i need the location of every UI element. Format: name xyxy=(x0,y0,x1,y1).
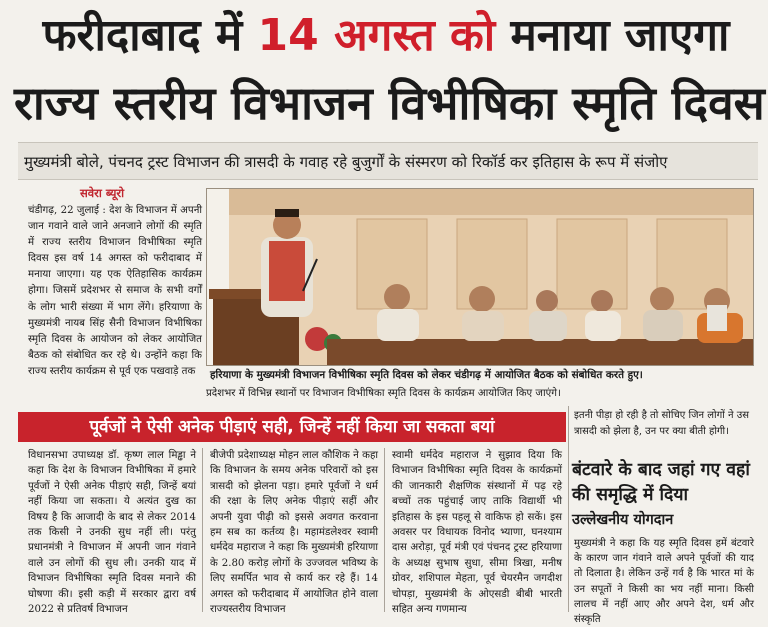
headline-part-2: मनाया जाएगा xyxy=(495,10,730,61)
photo-caption: हरियाणा के मुख्यमंत्री विभाजन विभीषिका स्मृति दिवस को लेकर चंडीगढ़ में आयोजित बैठक को संबोधित करते हुए। xyxy=(210,369,643,381)
news-photo xyxy=(206,188,754,366)
byline: सवेरा ब्यूरो xyxy=(80,186,125,200)
article-column-1: विधानसभा उपाध्यक्ष डॉ. कृष्ण लाल मिड्ढा ने कहा कि देश के विभाजन विभीषिका में हमारे पूर्वजों ने ऐसी अनेक पीड़ाएं सही, जिन्हें बयां नहीं किया जा सकता। ये अत्यंत दुख का विषय है कि आजादी के बाद से लेकर 2014 तक किसी ने उनकी सुध नहीं ली। परंतु प्रधानमंत्री ने विभाजन में अपनी जान गंवाने वाले उन लोगों की सुध ली। उनकी याद में विभाजन विभीषिका स्मृति दिवस मनाने की घोषणा की। इसी कड़ी में सरकार द्वारा वर्ष 2022 से प्रतिवर्ष विभाजन xyxy=(28,450,196,616)
intro-continuation: प्रदेशभर में विभिन्न स्थानों पर विभाजन विभीषिका स्मृति दिवस के कार्यक्रम आयोजित किए जाएंगे। xyxy=(206,388,561,399)
headline-part-1: फरीदाबाद में xyxy=(42,10,258,61)
section-banner: पूर्वजों ने ऐसी अनेक पीड़ाएं सही, जिन्हें नहीं किया जा सकता बयां xyxy=(18,412,566,442)
deck-subheadline: मुख्यमंत्री बोले, पंचनद ट्रस्ट विभाजन की त्रासदी के गवाह रहे बुजुर्गों के संस्मरण को रिकॉर्ड कर इतिहास के रूप में संजोए xyxy=(18,142,758,180)
article-column-3: स्वामी धर्मदेव महाराज ने सुझाव दिया कि विभाजन विभीषिका स्मृति दिवस के कार्यक्रमों की जानकारी शैक्षणिक संस्थानों में पढ़ रहे बच्चों तक पहुंचाई जाए ताकि विद्यार्थी भी इतिहास के इस पहलू से वाकिफ हो सकें। इस अवसर पर विधायक विनोद भ्याणा, घनश्याम दास अरोड़ा, पूर्व मंत्री एवं पंचनद ट्रस्ट हरियाणा के अध्यक्ष सुभाष सुधा, सीमा त्रिखा, मनीष ग्रोवर, शशिपाल मेहता, पूर्व चेयरमैन जगदीश चोपड़ा, मुख्यमंत्री के ओएसडी बीबी भारती सहित अन्य गणमान्य xyxy=(392,450,562,616)
headline-line-2: राज्य स्तरीय विभाजन विभीषिका स्मृति दिवस xyxy=(14,76,765,130)
article-column-2: बीजेपी प्रदेशाध्यक्ष मोहन लाल कौशिक ने कहा कि विभाजन के समय अनेक परिवारों को इस त्रासदी को झेलना पड़ा। हमारे पूर्वजों ने धर्म की रक्षा के लिए अनेक पीड़ाएं सहीं और अपनी युवा पीढ़ी को इससे अवगत करवाना हम सब का कर्तव्य है। महामंडलेश्वर स्वामी धर्मदेव महाराज ने कहा कि मुख्यमंत्री हरियाणा के 2.80 करोड़ लोगों के उज्जवल भविष्य के लिए समर्पित भाव से कार्य कर रहे हैं। 14 अगस्त को फरीदाबाद में आयोजित होने वाला राज्यस्तरीय विभाजन xyxy=(210,450,378,616)
right-column-body: मुख्यमंत्री ने कहा कि यह स्मृति दिवस हमें बंटवारे के कारण जान गंवाने वाले अपने पूर्वजों की याद तो दिलाता है। लेकिन उन्हें गर्व है कि भारत मां के उन सपूतों ने किसी का भय नहीं माना। किसी लालच में नहीं आए और अपने देश, धर्म और संस्कृति xyxy=(574,538,754,626)
column-divider xyxy=(384,448,385,612)
column-divider xyxy=(202,448,203,612)
headline-line-1 xyxy=(14,4,758,68)
intro-paragraph: चंडीगढ़, 22 जुलाई : देश के विभाजन में अपनी जान गवाने वाले जाने अनजाने लोगों की स्मृति में राज्य स्तरीय विभाजन विभीषिका स्मृति दिवस इस वर्ष 14 अगस्त को फरीदाबाद में मनाया जाएगा। यह एक ऐतिहासिक कार्यक्रम होगा। जिसमें प्रदेशभर से समाज के सभी वर्गों के लोग भारी संख्या में भाग लेंगे। हरियाणा के मुख्यमंत्री नायब सिंह सैनी विभाजन विभीषिका स्मृति दिवस के आयोजन को लेकर आयोजित बैठक को संबोधित कर रहे थे। उन्होंने कहा कि राज्य स्तरीय कार्यक्रम से पूर्व एक पखवाड़े तक xyxy=(28,205,202,377)
column-divider xyxy=(568,406,569,612)
right-column-top-text: इतनी पीड़ा हो रही है तो सोचिए जिन लोगों ने उस त्रासदी को झेला है, उन पर क्या बीती होगी। xyxy=(574,410,749,437)
right-column-headline: बंटवारे के बाद जहां गए वहां की समृद्धि में दिया xyxy=(572,460,750,505)
headline-highlight-date: 14 अगस्त को xyxy=(257,10,496,61)
meeting-photo-illustration xyxy=(207,189,753,365)
right-column-subheadline: उल्लेखनीय योगदान xyxy=(572,512,674,528)
